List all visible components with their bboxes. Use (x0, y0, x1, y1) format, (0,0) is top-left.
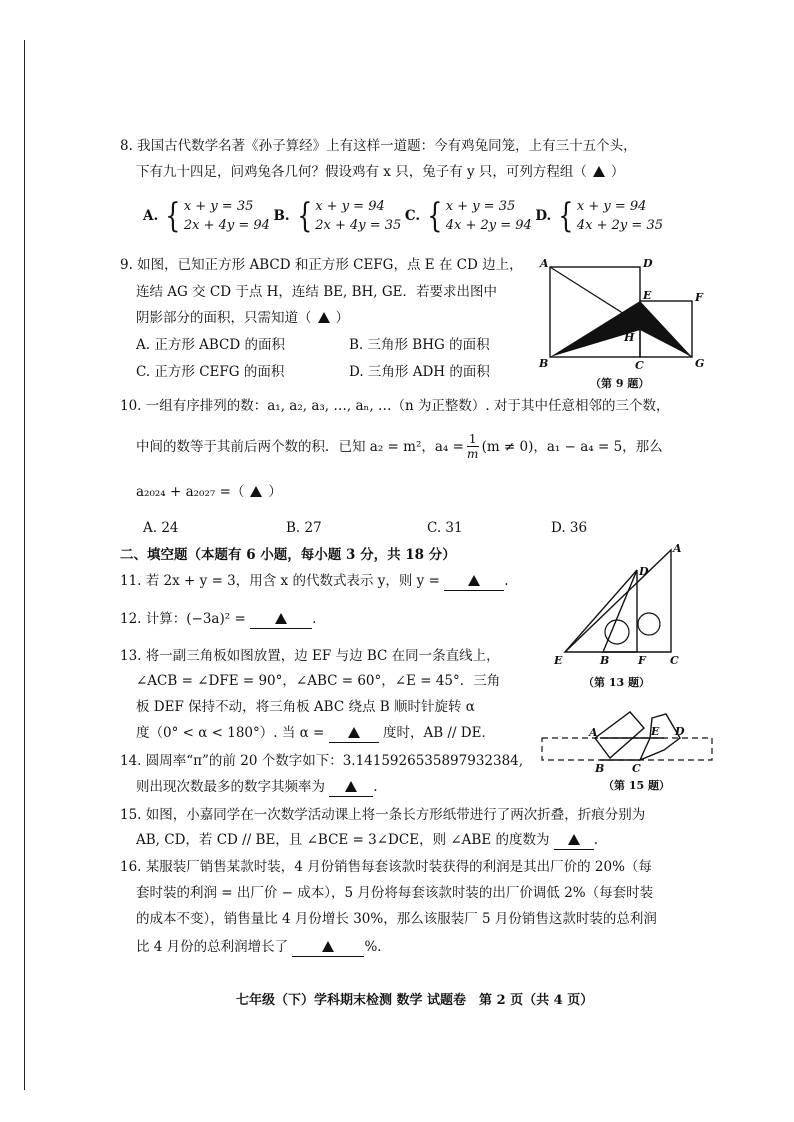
equation-1: x + y = 94 (315, 199, 385, 214)
answer-triangle-icon (593, 166, 605, 177)
q14-answer-blank[interactable] (329, 778, 373, 797)
q9-diagram (535, 255, 715, 395)
q13-line2: ∠ACB = ∠DFE = 90°，∠ABC = 60°，∠E = 45°．三角 (136, 673, 501, 689)
option-label: B. (273, 208, 290, 224)
q15-answer-blank[interactable] (554, 831, 594, 850)
equation-1: x + y = 94 (576, 199, 647, 214)
q11-answer-blank[interactable] (444, 572, 504, 591)
fraction-numerator: 1 (468, 432, 477, 446)
figure-label: D (639, 565, 649, 578)
figure-label: B (539, 357, 549, 370)
q13-line3: 板 DEF 保持不动，将三角板 ABC 绕点 B 顺时针旋转 α (136, 699, 475, 715)
equation-system (184, 197, 270, 235)
section-title: 二、填空题（本题有 6 小题，每小题 3 分，共 18 分） (120, 547, 456, 563)
figure-label: F (695, 291, 703, 304)
option-label: A. (143, 208, 159, 224)
q11-end: . (504, 573, 509, 589)
answer-triangle-icon (468, 575, 480, 586)
equation-2: 4x + 2y = 35 (576, 218, 663, 233)
q9-line2: 连结 AG 交 CD 于点 H，连结 BE, BH, GE．若要求出图中 (136, 284, 497, 300)
brace-icon: { (427, 196, 443, 236)
q16-answer-blank[interactable] (292, 938, 364, 957)
q12-text: 12. 计算：(−3a)² = (120, 611, 246, 627)
figure-label: A (673, 542, 682, 555)
fraction (467, 432, 479, 461)
q14-line1: 14. 圆周率“π”的前 20 个数字如下：3.1415926535897932384, (120, 753, 524, 769)
figure-label: F (638, 654, 646, 667)
answer-triangle-icon (568, 834, 580, 845)
q13-line4-rest: 度时，AB // DE． (382, 725, 495, 741)
q16-line4-text: 比 4 月份的总利润增长了 (136, 939, 289, 955)
q14-line2-text: 则出现次数最多的数字其频率为 (136, 779, 325, 795)
q11 (120, 572, 509, 591)
q9-line3-text: 阴影部分的面积，只需知道（ (136, 310, 312, 326)
q9-line1: 9. 如图，已知正方形 ABCD 和正方形 CEFG，点 E 在 CD 边上， (120, 257, 523, 273)
equation-1: x + y = 35 (183, 199, 254, 214)
equation-2: 2x + 4y = 94 (183, 218, 270, 233)
figure-label: B (595, 762, 605, 775)
q8-option-d[interactable] (535, 197, 663, 235)
q12-end: . (312, 611, 317, 627)
q12 (120, 610, 316, 629)
q13-answer-blank[interactable] (329, 724, 379, 743)
scan-edge-line (24, 40, 25, 1090)
page-footer: 七年级（下）学科期末检测 数学 试题卷 第 2 页（共 4 页） (236, 993, 594, 1008)
figure-label: A (589, 726, 598, 739)
q10-line2-rest: (m ≠ 0)，a₁ − a₄ = 5，那么 (481, 438, 663, 455)
answer-triangle-icon (348, 727, 360, 738)
figure-label: G (695, 357, 705, 370)
answer-triangle-icon (250, 486, 262, 497)
q16-line1: 16. 某服装厂销售某款时装，4 月份销售每套该款时装获得的利润是其出厂价的 20%（每 (120, 859, 652, 875)
q8-line2-text: 下有九十四足，问鸡兔各几何？假设鸡有 x 只，兔子有 y 只，可列方程组（ (136, 164, 587, 180)
q13-figure (545, 540, 695, 690)
q16-line4 (136, 938, 391, 957)
q10-option-a[interactable]: A. 24 (143, 520, 179, 536)
q8-options (143, 197, 663, 235)
q9-figure (535, 255, 715, 395)
q16-end: %． (364, 939, 391, 955)
q8-option-a[interactable] (143, 197, 270, 235)
q13-figure-caption: （第 13 题） (583, 676, 650, 689)
q14-line2 (136, 778, 378, 797)
figure-label: C (632, 762, 641, 775)
q13-line4-text: 度（0° < α < 180°）. 当 α = (136, 725, 325, 741)
q13-line1: 13. 将一副三角板如图放置，边 EF 与边 BC 在同一条直线上， (120, 648, 500, 664)
figure-label: D (643, 257, 653, 270)
q8-line1: 8. 我国古代数学名著《孙子算经》上有这样一道题：今有鸡兔同笼，上有三十五个头， (120, 138, 637, 154)
q8-line2 (136, 163, 624, 181)
q10-line1: 10. 一组有序排列的数：a₁, a₂, a₃, …, aₙ, …（n 为正整数）. 对于其中任意相邻的三个数， (120, 398, 670, 414)
q10-option-b[interactable]: B. 27 (286, 520, 322, 536)
q9-option-d[interactable]: D. 三角形 ADH 的面积 (349, 364, 490, 380)
q13-line4 (136, 724, 495, 743)
equation-2: 4x + 2y = 94 (445, 218, 532, 233)
equation-2: 2x + 4y = 35 (315, 218, 402, 233)
q10-line3-text: a₂₀₂₄ + a₂₀₂₇ =（ (136, 484, 245, 500)
q10-option-d[interactable]: D. 36 (551, 520, 588, 536)
brace-icon: { (165, 196, 181, 236)
brace-icon: { (296, 196, 312, 236)
q16-line2: 套时装的利润 = 出厂价 − 成本），5 月份将每套该款时装的出厂价调低 2%（每套时装 (136, 885, 654, 901)
figure-label: C (635, 359, 644, 372)
q8-line2-close: ） (610, 164, 625, 180)
q10-option-c[interactable]: C. 31 (427, 520, 463, 536)
equation-system (577, 197, 663, 235)
q9-line3-close: ） (335, 310, 349, 326)
option-label: D. (535, 208, 552, 224)
equation-system (446, 197, 532, 235)
q9-figure-caption: （第 9 题） (590, 377, 650, 390)
figure-label: E (643, 289, 652, 302)
figure-label: E (554, 654, 563, 667)
equation-system (315, 197, 401, 235)
q8-option-b[interactable] (273, 197, 401, 235)
q9-line3 (136, 309, 349, 327)
q13-diagram (545, 540, 695, 690)
q15-line2 (136, 831, 598, 850)
answer-triangle-icon (275, 613, 287, 624)
q14-end: . (373, 779, 378, 795)
q15-figure-caption: （第 15 题） (603, 779, 670, 792)
figure-label: B (600, 654, 610, 667)
q15-figure (540, 700, 720, 790)
brace-icon: { (558, 196, 574, 236)
q8-option-c[interactable] (405, 197, 532, 235)
fraction-denominator: m (467, 447, 479, 461)
figure-label: C (670, 654, 679, 667)
figure-label: D (675, 725, 685, 738)
answer-triangle-icon (345, 781, 357, 792)
q9-option-a[interactable]: A. 正方形 ABCD 的面积 (136, 337, 285, 353)
q15-line1: 15. 如图，小嘉同学在一次数学活动课上将一条长方形纸带进行了两次折叠，折痕分别为 (120, 807, 646, 823)
q11-text: 11. 若 2x + y = 3，用含 x 的代数式表示 y，则 y = (120, 573, 440, 589)
q10-line3 (136, 483, 282, 501)
q15-line2-text: AB, CD，若 CD // BE，且 ∠BCE = 3∠DCE，则 ∠ABE 的度数为 (136, 832, 550, 848)
q10-line3-close: ） (268, 484, 282, 500)
figure-label: E (651, 725, 660, 738)
figure-label: H (624, 331, 635, 344)
q10-line2-text: 中间的数等于其前后两个数的积．已知 a₂ = m²，a₄ = (136, 438, 464, 455)
q10-line2 (136, 432, 663, 461)
q15-end: . (593, 832, 599, 848)
q16-line3: 的成本不变），销售量比 4 月份增长 30%，那么该服装厂 5 月份销售这款时装的总利润 (136, 911, 657, 927)
figure-label: A (540, 257, 549, 270)
q9-option-c[interactable]: C. 正方形 CEFG 的面积 (136, 364, 285, 380)
q9-option-b[interactable]: B. 三角形 BHG 的面积 (349, 337, 490, 353)
q12-answer-blank[interactable] (250, 610, 312, 629)
equation-1: x + y = 35 (445, 199, 516, 214)
answer-triangle-icon (322, 941, 334, 952)
answer-triangle-icon (318, 312, 330, 323)
option-label: C. (404, 208, 421, 224)
